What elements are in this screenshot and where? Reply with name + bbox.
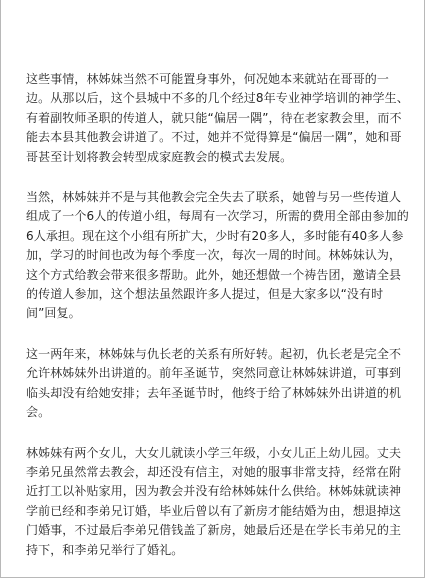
- paragraph-1: 这些事情，林姊妹当然不可能置身事外，何况她本来就站在哥哥的一边。从那以后，这个县城中不多的几个经过8年专业神学培训的神学生、有着副牧师圣职的传道人，就只能“偏居一隅”，待在老家教会里，而不能去本县其他教会讲道了。不过，她并不觉得算是“偏居一隅”，她和哥哥甚至计划将教会转型成家庭教会的模式去发展。: [26, 72, 409, 164]
- paragraph-3: 这一两年来，林姊妹与仇长老的关系有所好转。起初，仇长老是完全不允许林姊妹外出讲道的。前年圣诞节，突然同意让林姊妹讲道，可事到临头却没有给她安排；去年圣诞节时，他终于给了林姊妹外出讲道的机会。: [26, 346, 402, 420]
- paragraph-2: 当然，林姊妹并不是与其他教会完全失去了联系，她曾与另一些传道人组成了一个6人的传道小组，每周有一次学习，所需的费用全部由参加的6人承担。现在这个小组有所扩大，少时有20多人，多时能有40多人参加，学习的时间也改为每个季度一次，每次一周的时间。林姊妹认为，这个方式给教会带来很多帮助。此外，她还想做一个祷告团，邀请全县的传道人参加，这个想法虽然跟许多人提过，但是大家多以“没有时间”回复。: [26, 190, 409, 321]
- paragraph-4: 林姊妹有两个女儿，大女儿就读小学三年级，小女儿正上幼儿园。丈夫李弟兄虽然常去教会，却还没有信主，对她的服事非常支持，经常在附近打工以补贴家用，因为教会并没有给林姊妹什么供给。林姊妹就读神学前已经和李弟兄订婚，毕业后曾以有了新房才能结婚为由，想退掉这门婚事，不过最后李弟兄借钱盖了新房，她最后还是在学长韦弟兄的主持下，和李弟兄举行了婚礼。: [26, 445, 402, 557]
- article-body: [26, 70, 412, 581]
